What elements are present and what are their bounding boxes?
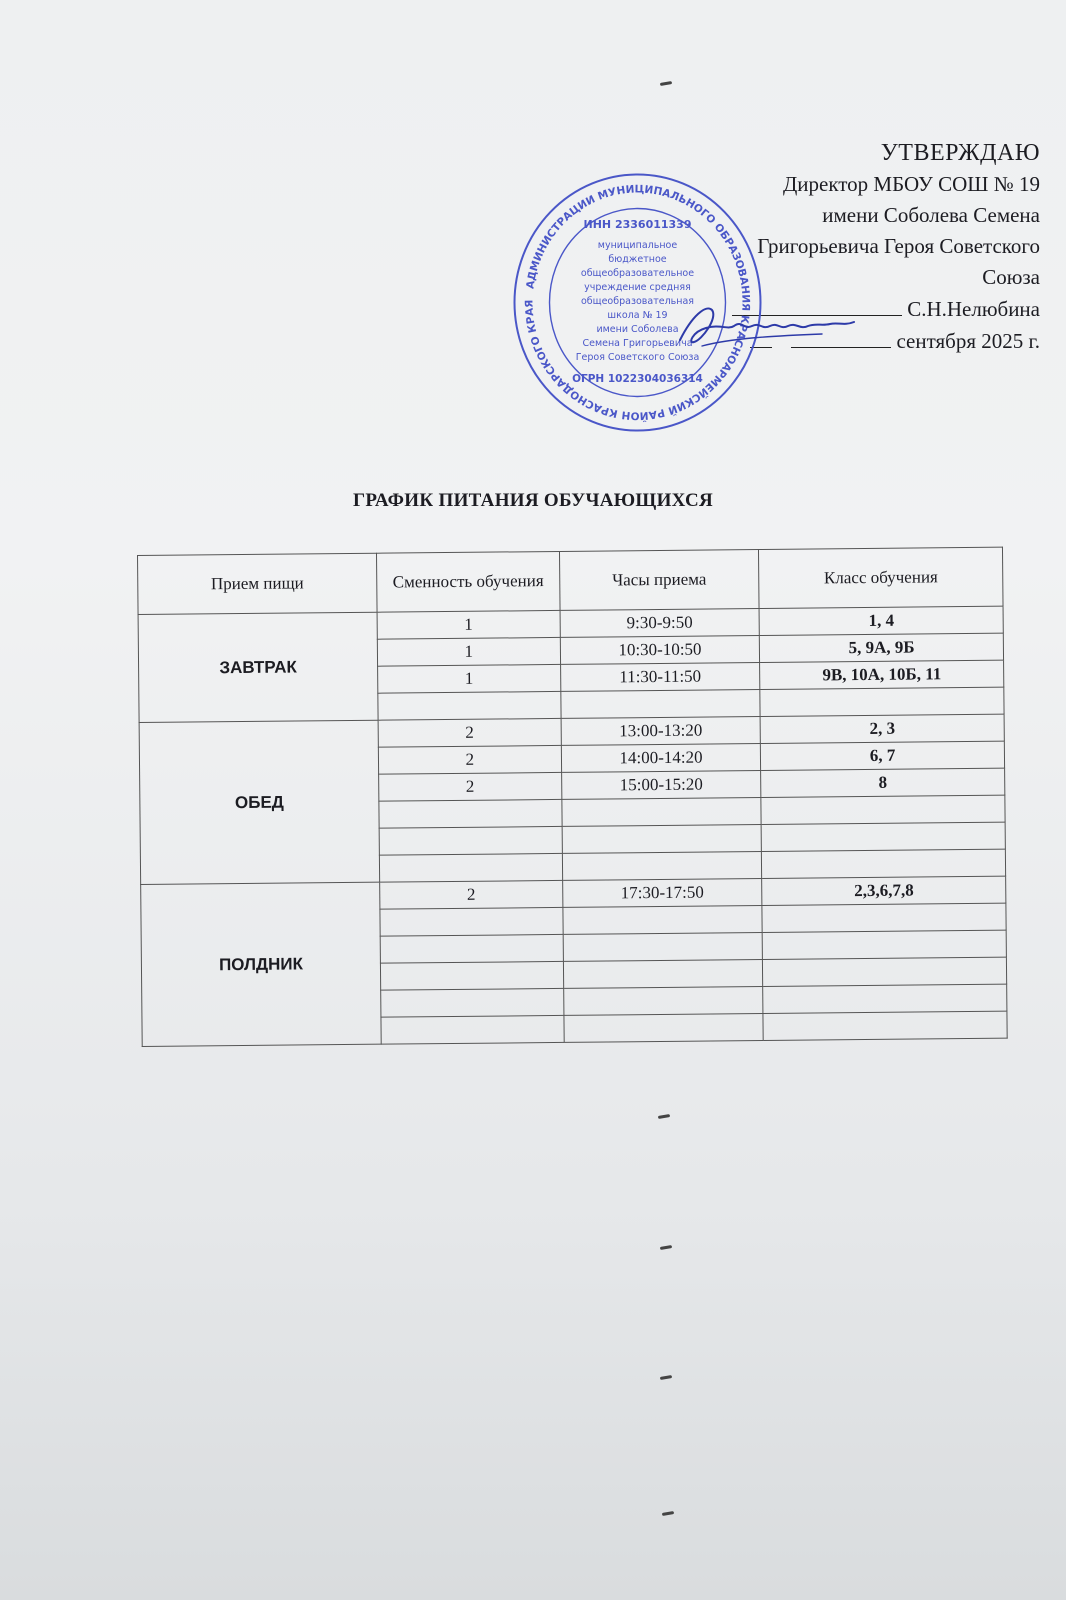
meal-afternoon-snack: ПОЛДНИК — [141, 882, 382, 1046]
time-cell — [564, 1014, 764, 1043]
class-cell: 2, 3 — [760, 714, 1004, 743]
class-cell — [763, 984, 1007, 1013]
date-text: сентября 2025 г. — [896, 329, 1040, 353]
shift-cell — [378, 691, 561, 720]
shift-cell — [379, 826, 562, 855]
stamp-ogrn: ОГРН 1022304036314 — [572, 373, 703, 385]
meal-schedule-table — [137, 547, 1008, 1047]
meal-lunch: ОБЕД — [139, 720, 380, 884]
header-shift: Сменность обучения — [377, 551, 560, 612]
signer-name: С.Н.Нелюбина — [907, 297, 1040, 321]
meal-breakfast: ЗАВТРАК — [138, 612, 378, 722]
stamp-inn: ИНН 2336011339 — [583, 218, 692, 231]
class-cell — [763, 1011, 1007, 1040]
class-cell: 1, 4 — [759, 606, 1003, 635]
class-cell — [761, 795, 1005, 824]
stamp-line-8: Семена Григорьевича — [582, 338, 693, 349]
stamp-line-2: бюджетное — [608, 254, 667, 265]
approval-position: Директор МБОУ СОШ № 19 — [782, 172, 1040, 196]
time-cell — [562, 852, 762, 881]
stamp-line-1: муниципальное — [597, 240, 678, 251]
class-cell: 6, 7 — [761, 741, 1005, 770]
time-cell: 9:30-9:50 — [560, 609, 760, 638]
time-cell — [563, 987, 763, 1016]
paper-mark — [662, 1511, 674, 1516]
class-cell — [762, 930, 1006, 959]
class-cell: 2,3,6,7,8 — [762, 876, 1006, 905]
time-cell — [563, 933, 763, 962]
time-cell — [562, 798, 762, 827]
time-cell — [563, 906, 763, 935]
handwritten-signature — [672, 296, 862, 356]
stamp-line-4: учреждение средняя — [584, 282, 691, 293]
header-class: Класс обучения — [759, 547, 1003, 608]
time-cell — [562, 825, 762, 854]
shift-cell — [381, 961, 564, 990]
stamp-line-5: общеобразовательная — [580, 296, 695, 307]
stamp-line-3: общеобразовательное — [580, 268, 695, 279]
time-cell: 15:00-15:20 — [561, 771, 761, 800]
header-meal: Прием пищи — [138, 553, 378, 614]
class-cell — [763, 957, 1007, 986]
shift-cell — [381, 1015, 564, 1044]
paper-mark — [660, 81, 672, 86]
class-cell — [760, 687, 1004, 716]
approval-school-name-2: Григорьевича Героя Советского — [757, 234, 1040, 258]
class-cell — [762, 849, 1006, 878]
stamp-line-9: Героя Советского Союза — [575, 352, 700, 363]
shift-cell: 2 — [379, 772, 562, 801]
time-cell: 10:30-10:50 — [560, 636, 760, 665]
header-time: Часы приема — [559, 550, 759, 611]
approval-heading: УТВЕРЖДАЮ — [880, 140, 1040, 166]
paper-mark — [660, 1245, 672, 1250]
time-cell — [561, 690, 761, 719]
stamp-line-7: имени Соболева — [596, 324, 679, 335]
approval-school-name-1: имени Соболева Семена — [822, 203, 1040, 227]
shift-cell: 2 — [378, 745, 561, 774]
stamp-line-6: школа № 19 — [607, 310, 668, 321]
time-cell: 17:30-17:50 — [562, 879, 762, 908]
shift-cell: 1 — [378, 664, 561, 693]
shift-cell: 2 — [378, 718, 561, 747]
shift-cell — [380, 907, 563, 936]
paper-mark — [658, 1114, 670, 1119]
paper-mark — [660, 1375, 672, 1380]
class-cell — [762, 903, 1006, 932]
shift-cell: 1 — [377, 610, 560, 639]
shift-cell: 2 — [380, 880, 563, 909]
shift-cell — [380, 934, 563, 963]
class-cell: 5, 9А, 9Б — [760, 633, 1004, 662]
document-title: ГРАФИК ПИТАНИЯ ОБУЧАЮЩИХСЯ — [352, 490, 713, 511]
approval-school-name-3: Союза — [982, 265, 1040, 289]
stamp-ring-text: АДМИНИСТРАЦИИ МУНИЦИПАЛЬНОГО ОБРАЗОВАНИЯ КРАСНОАРМЕЙСКИЙ РАЙОН КРАСНОДАРСКОГО КРАЯ — [523, 183, 752, 422]
time-cell: 14:00-14:20 — [561, 744, 761, 773]
time-cell: 13:00-13:20 — [561, 717, 761, 746]
shift-cell: 1 — [377, 637, 560, 666]
table-header-row — [138, 547, 1004, 614]
shift-cell — [379, 799, 562, 828]
time-cell: 11:30-11:50 — [560, 663, 760, 692]
shift-cell — [379, 853, 562, 882]
shift-cell — [381, 988, 564, 1017]
class-cell: 8 — [761, 768, 1005, 797]
time-cell — [563, 960, 763, 989]
class-cell — [761, 822, 1005, 851]
class-cell: 9В, 10А, 10Б, 11 — [760, 660, 1004, 689]
